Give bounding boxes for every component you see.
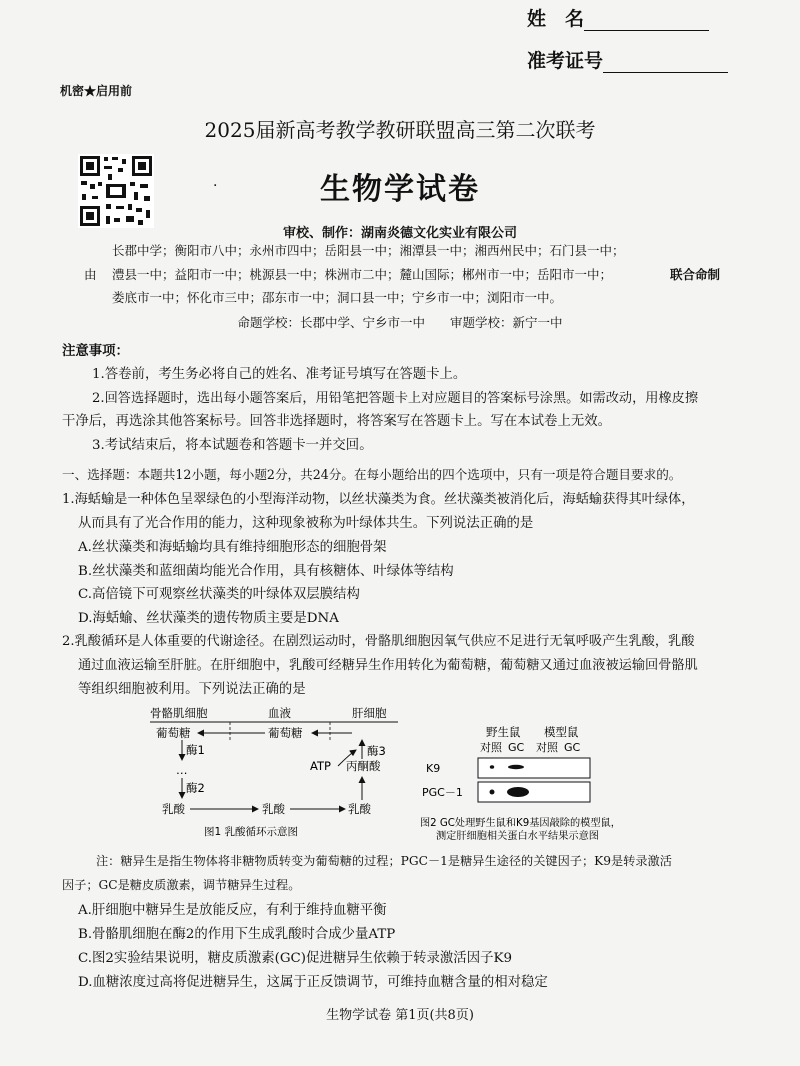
fig1-caption: 图1 乳酸循环示意图 — [204, 826, 299, 838]
q2-option-d: D.血糖浓度过高将促进糖异生，这属于正反馈调节，可维持血糖含量的相对稳定 — [78, 975, 548, 990]
fig1-enzyme-1: 酶1 — [186, 743, 205, 757]
fig1-lactate-right: 乳酸 — [348, 802, 371, 816]
notice-title: 注意事项： — [62, 343, 129, 359]
review-line: 审校、制作：湖南炎德文化实业有限公司 — [282, 226, 517, 241]
name-field — [527, 4, 709, 31]
joint-label: 联合命制 — [670, 267, 721, 282]
fig2-band-k9-gc-wild — [508, 765, 524, 769]
q2-option-c: C.图2实验结果说明，糖皮质激素(GC)促进糖异生依赖于转录激活因子K9 — [78, 951, 513, 966]
setters-line: 命题学校：长郡中学、宁乡市一中 审题学校：新宁一中 — [237, 315, 563, 330]
exam-title: 2025届新高考教学教研联盟高三第二次联考 — [204, 118, 596, 142]
id-blank — [603, 54, 728, 73]
fig1-col-blood: 血液 — [268, 706, 291, 720]
figure-2-western-blot — [420, 722, 680, 840]
fig2-caption-1: 图2 GC处理野生鼠和K9基因敲除的模型鼠， — [420, 818, 621, 829]
q1-option-a: A.丝状藻类和海蛞蝓均具有维持细胞形态的细胞骨架 — [78, 540, 387, 555]
fig2-blot-pgc1 — [478, 782, 590, 802]
fig1-lactate-mid: 乳酸 — [262, 802, 285, 816]
subject-title: 生物学试卷 — [320, 172, 480, 207]
fig2-gc-2: GC — [564, 741, 581, 754]
fig1-atp: ATP — [310, 759, 331, 773]
notice-3: 3.考试结束后，将本试题卷和答题卡一并交回。 — [92, 438, 373, 453]
q1-option-b: B.丝状藻类和蓝细菌均能光合作用，具有核糖体、叶绿体等结构 — [78, 564, 454, 579]
id-field — [527, 46, 728, 73]
page-footer: 生物学试卷 第1页(共8页) — [326, 1008, 474, 1023]
q1-stem-2: 从而具有了光合作用的能力，这种现象被称为叶绿体共生。下列说法正确的是 — [78, 516, 534, 531]
q1-stem-1: 1.海蛞蝓是一种体色呈翠绿色的小型海洋动物，以丝状藻类为食。丝状藻类被消化后，海蛞蝓获得其叶绿体， — [62, 492, 695, 507]
fig2-model-label: 模型鼠 — [544, 725, 579, 739]
name-label: 姓 名 — [527, 8, 585, 30]
fig2-band-pgc1-gc-wild — [507, 787, 529, 797]
id-label: 准考证号 — [527, 50, 604, 72]
fig2-wild-label: 野生鼠 — [486, 725, 521, 739]
q1-option-d: D.海蛞蝓、丝状藻类的遗传物质主要是DNA — [78, 611, 339, 626]
fig1-glucose-left: 葡萄糖 — [156, 726, 191, 740]
fig1-lactate-left: 乳酸 — [162, 802, 185, 816]
q2-note-2: 因子；GC是糖皮质激素，调节糖异生过程。 — [62, 878, 301, 892]
fig1-pyruvate: 丙酮酸 — [346, 759, 381, 773]
q1-option-c: C.高倍镜下可观察丝状藻类的叶绿体双层膜结构 — [78, 587, 360, 602]
fig2-blot-k9 — [478, 758, 590, 778]
name-blank — [584, 12, 709, 31]
decor-dot: · — [213, 178, 218, 194]
q2-option-b: B.骨骼肌细胞在酶2的作用下生成乳酸时合成少量ATP — [78, 927, 396, 942]
notice-2b: 干净后，再选涂其他答案标号。回答非选择题时，将答案写在答题卡上。写在本试卷上无效。 — [62, 414, 612, 429]
fig1-col-liver: 肝细胞 — [352, 706, 387, 720]
fig2-band-pgc1-control-wild — [490, 790, 495, 795]
notice-1: 1.答卷前，考生务必将自己的姓名、准考证号填写在答题卡上。 — [92, 367, 467, 382]
fig2-gc-1: GC — [508, 741, 525, 754]
q2-option-a: A.肝细胞中糖异生是放能反应，有利于维持血糖平衡 — [78, 903, 387, 918]
fig2-caption-2: 测定肝细胞相关蛋白水平结果示意图 — [436, 831, 599, 840]
schools-line-1: 长郡中学；衡阳市八中；永州市四中；岳阳县一中；湘潭县一中；湘西州民中；石门县一中； — [112, 243, 625, 258]
notice-2a: 2.回答选择题时，选出每小题答案后，用铅笔把答题卡上对应题目的答案标号涂黑。如需改动，用橡皮擦 — [92, 391, 699, 406]
fig2-row-k9: K9 — [426, 762, 441, 775]
q2-stem-2: 通过血液运输至肝脏。在肝细胞中，乳酸可经糖异生作用转化为葡萄糖，葡萄糖又通过血液被运输回骨骼肌 — [78, 658, 698, 673]
figure-1-lactic-cycle — [140, 702, 410, 842]
fig1-col-skeletal: 骨骼肌细胞 — [150, 706, 208, 720]
fig2-control-1: 对照 — [480, 741, 502, 754]
fig2-control-2: 对照 — [536, 741, 558, 754]
q2-stem-1: 2.乳酸循环是人体重要的代谢途径。在剧烈运动时，骨骼肌细胞因氧气供应不足进行无氧呼吸产生乳酸，乳酸 — [62, 634, 695, 649]
schools-line-2: 澧县一中；益阳市一中；桃源县一中；株洲市二中；麓山国际；郴州市一中；岳阳市一中； — [112, 267, 613, 282]
fig1-dots: … — [176, 763, 188, 777]
fig2-band-k9-control-wild — [490, 765, 494, 769]
secret-label: 机密★启用前 — [60, 84, 133, 98]
schools-line-3: 娄底市一中；怀化市三中；邵东市一中；洞口县一中；宁乡市一中；浏阳市一中。 — [112, 290, 563, 305]
q2-note-1: 注：糖异生是指生物体将非糖物质转变为葡萄糖的过程；PGC－1是糖异生途径的关键因子；K9是转录激活 — [96, 854, 672, 868]
fig1-enzyme-2: 酶2 — [186, 781, 205, 795]
fig2-row-pgc1: PGC－1 — [422, 786, 463, 799]
section-1-heading: 一、选择题：本题共12小题，每小题2分，共24分。在每小题给出的四个选项中，只有一项是符合题目要求的。 — [62, 467, 682, 482]
q2-stem-3: 等组织细胞被利用。下列说法正确的是 — [78, 682, 306, 697]
fig1-enzyme-3: 酶3 — [367, 744, 386, 758]
fig1-glucose-mid: 葡萄糖 — [268, 726, 303, 740]
you-label: 由 — [84, 267, 97, 282]
